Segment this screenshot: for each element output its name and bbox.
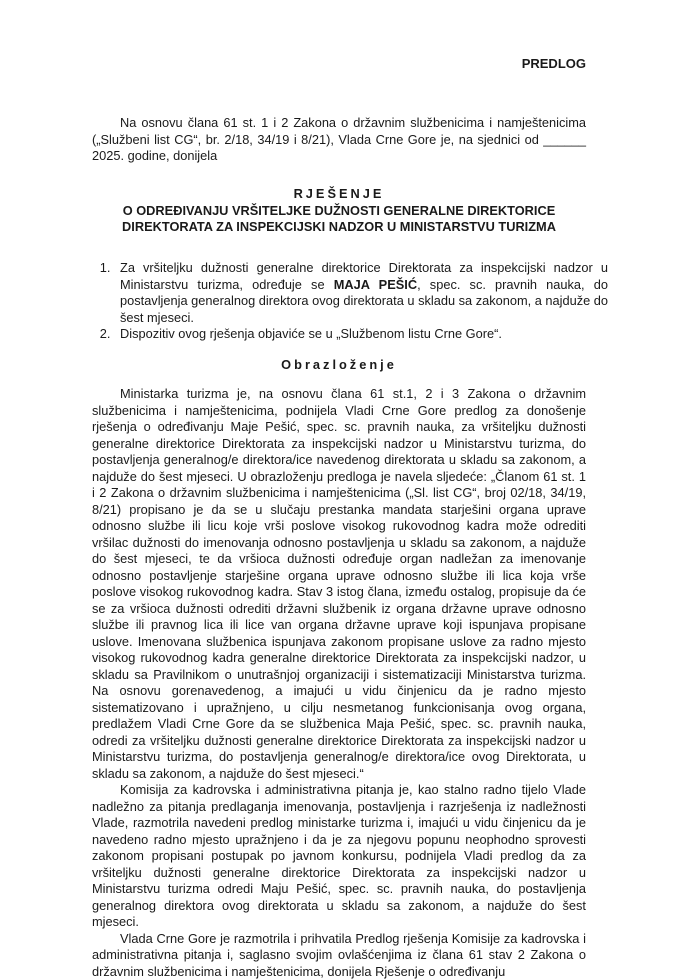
proposal-label: PREDLOG [522, 56, 586, 73]
intro-paragraph: Na osnovu člana 61 st. 1 i 2 Zakona o državnim službenicima i namještenicima („Službeni list CG“, br. 2/18, 34/19 i 8/21), Vlada Crne Gore je, na sjednici od ______ 2025. godine, donijela [92, 115, 586, 165]
decision-heading: RJEŠENJE [92, 186, 586, 203]
dispositive-item-1: 1. Za vršiteljku dužnosti generalne direktorice Direktorata za inspekcijski nadzor u Ministarstvu turizma, određuje se MAJA PEŠIĆ, spec. sc. pravnih nauka, do postavljenja generalnog direktora ovog direktorata u skladu sa zakonom, a najduže do šest mjeseci. [114, 260, 608, 326]
appointee-name: MAJA PEŠIĆ [334, 277, 417, 292]
explanation-paragraph: Ministarka turizma je, na osnovu člana 61 st.1, 2 i 3 Zakona o državnim službenicima i namještenicima, podnijela Vladi Crne Gore predlog za donošenje rješenja o određivanju Maje Pešić, spec. sc. pravnih nauka, za vršiteljku dužnosti generalne direktorice Direktorata za inspekcijski nadzor u Ministarstvu turizma, do postavljenja generalnog/e direktora/ice navedenog direktorata u skladu sa zakonom, a najduže do šest mjeseci. U obrazloženju predloga je navela sljedeće: „Članom 61 st. 1 i 2 Zakona o državnim službenicima i namještenicima („Sl. list CG“, broj 02/18, 34/19, 8/21) propisano je da se u slučaju prestanka mandata starješini organa uprave odnosno službe ili licu koje vrši poslove visokog rukovodnog kadra može odrediti vršilac dužnosti do imenovanja odnosno postavljenja u skladu sa zakonom, a najduže do šest mjeseci, te da vršioca dužnosti određuje organ nadležan za imenovanje odnosno postavljenje starješine organa uprave odnosno službe ili lica koja vrše poslove visokog rukovodnog kadra. Stav 3 istog člana, između ostalog, propisuje da će se za vršioca dužnosti odrediti državni službenik iz organa državne uprave odnosno službe ili pravnog lica ili lice van organa državne uprave koji ispunjava propisane uslove. Imenovana službenica ispunjava zakonom propisane uslove za radno mjesto visokog rukovodnog kadra generalne direktorice Direktorata za inspekcijski nadzor, u skladu sa Pravilnikom o unutrašnjoj organizaciji i sistematizaciji Ministarstva turizma. Na osnovu gorenavedenog, a imajući u vidu činjenicu da je radno mjesto sistematizovano i upražnjeno, u cilju nesmetanog funkcionisanja ovog organa, predlažem Vladi Crne Gore da se službenica Maja Pešić, spec. sc. pravnih nauka, odredi za vršiteljku dužnosti generalne direktorice Direktorata za inspekcijski nadzor u Ministarstvu turizma, do postavljenja generalnog/e direktora/ice ovog Direktorata, u skladu sa zakonom, a najduže do šest mjeseci.“ [92, 386, 586, 782]
decision-title [92, 186, 586, 236]
decision-subtitle-line1: O ODREĐIVANJU VRŠITELJKE DUŽNOSTI GENERALNE DIREKTORICE [92, 203, 586, 220]
dispositive-list [92, 260, 608, 343]
decision-subtitle-line2: DIREKTORATA ZA INSPEKCIJSKI NADZOR U MINISTARSTVU TURIZMA [92, 219, 586, 236]
dispositive-item-2: 2. Dispozitiv ovog rješenja objaviće se u „Službenom listu Crne Gore“. [114, 326, 608, 343]
explanation-paragraph: Vlada Crne Gore je razmotrila i prihvatila Predlog rješenja Komisije za kadrovska i administrativna pitanja i, saglasno svojim ovlašćenjima iz člana 61 stav 2 Zakona o državnim službenicima i namještenicima, donijela Rješenje o određivanju [92, 931, 586, 980]
explanation-paragraph: Komisija za kadrovska i administrativna pitanja je, kao stalno radno tijelo Vlade nadležno za pitanja predlaganja imenovanja, postavljenja i razrješenja iz nadležnosti Vlade, razmotrila navedeni predlog ministarke turizma i, imajući u vidu činjenicu da je navedeno radno mjesto upražnjeno i da je za njegovu popunu neophodno sprovesti zakonom propisani postupak po javnom konkursu, podnijela Vladi predlog da za vršiteljku dužnosti generalne direktorice Direktorata za inspekcijski nadzor u Ministarstvu turizma odredi Maju Pešić, spec. sc. pravnih nauka, do postavljenja generalnog direktora ovog direktorata u skladu sa zakonom, a najduže do šest mjeseci. [92, 782, 586, 931]
explanation-heading: Obrazloženje [92, 357, 586, 374]
explanation-body [92, 386, 586, 980]
